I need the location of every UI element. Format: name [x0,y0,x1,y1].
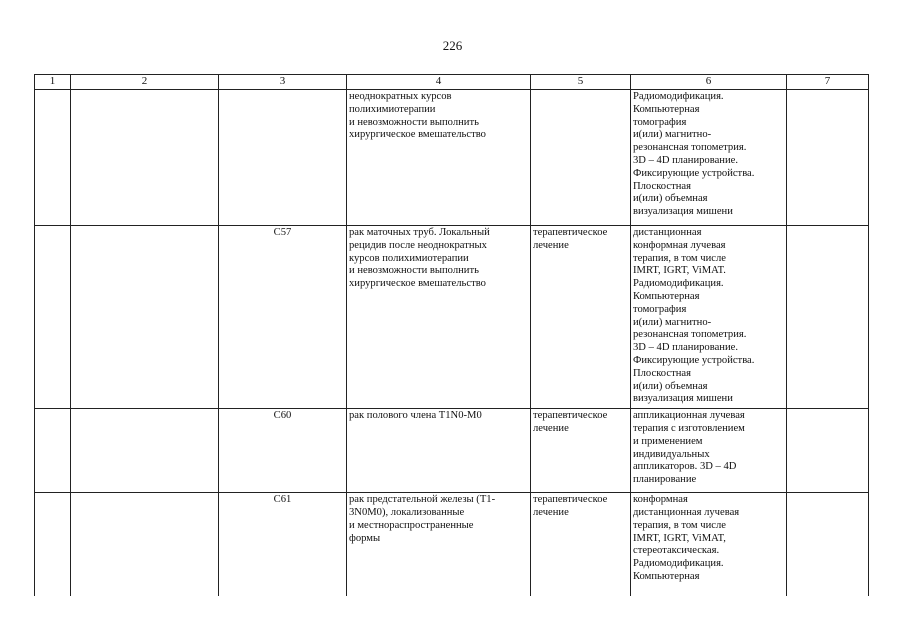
cell-text-line: Радиомодификация. [633,278,724,290]
cell-text-line: и невозможности выполнить [349,265,479,277]
cell-text-line: конформная [633,494,688,506]
treatment-type-cell [531,90,631,226]
cell-text-line: стереотаксическая. [633,545,720,557]
cell-text-line: терапевтическое [533,494,608,506]
cell-text-line: лечение [533,422,569,434]
cell-text-line: Фиксирующие устройства. [633,354,755,366]
icd-code-cell [219,90,347,226]
cell-text-line: хирургическое вмешательство [349,129,486,141]
table-row [35,226,869,409]
column-header: 1 [35,75,71,90]
column-header: 6 [631,75,787,90]
cost-cell [787,493,869,597]
method-cell [631,226,787,409]
treatment-type-cell [531,409,631,493]
cell-text-line: 3D – 4D планирование. [633,154,738,166]
disease-cell [347,90,531,226]
cell-text-line: и местнораспространенные [349,519,474,531]
icd-code-cell: C61 [219,493,347,597]
cell-text-line: и(или) объемная [633,380,708,392]
cell-text-line: IMRT, IGRT, ViMAT. [633,265,726,277]
cell-text-line: курсов полихимиотерапии [349,252,469,264]
treatment-type-cell [531,493,631,597]
cost-cell [787,409,869,493]
cell-text-line: терапевтическое [533,227,608,238]
disease-cell [347,409,531,493]
cell-text-line: терапия, в том числе [633,252,726,264]
cell-text-line: 3D – 4D планирование. [633,342,738,354]
cell-text-line: дистанционная лучевая [633,506,740,518]
cell-text-line: терапия с изготовлением [633,422,745,434]
cell-text-line: и невозможности выполнить [349,116,479,128]
column-header: 5 [531,75,631,90]
cell-text-line: IMRT, IGRT, ViMAT, [633,532,726,544]
cell-text-line: Плоскостная [633,367,691,379]
cell-text-line: хирургическое вмешательство [349,278,486,290]
profile-cell [71,493,219,597]
cell-text-line: томография [633,116,687,128]
table-row [35,90,869,226]
cell-text-line: резонансная топометрия. [633,142,747,154]
table-row [35,493,869,597]
cell-text-line: и(или) магнитно- [633,316,712,328]
cell-text-line: рак маточных труб. Локальный [349,227,490,238]
cell-text-line: визуализация мишени [633,393,733,405]
row-number-cell [35,493,71,597]
cell-text-line: неоднократных курсов [349,91,452,102]
cell-text-line: визуализация мишени [633,206,733,218]
cell-text-line: Компьютерная [633,570,700,582]
cell-text-line: 3N0M0), локализованные [349,506,465,518]
column-header: 2 [71,75,219,90]
method-cell [631,409,787,493]
cell-text-line: резонансная топометрия. [633,329,747,341]
row-number-cell [35,226,71,409]
icd-code-cell: C57 [219,226,347,409]
cell-text-line: и(или) объемная [633,193,708,205]
icd-code-cell: C60 [219,409,347,493]
cell-text-line: томография [633,303,687,315]
cell-text-line: индивидуальных [633,448,710,460]
row-number-cell [35,90,71,226]
cell-text-line: и применением [633,435,703,447]
cell-text-line: Плоскостная [633,180,691,192]
cell-text-line: рак полового члена T1N0-M0 [349,410,482,422]
cell-text-line: аппликаторов. 3D – 4D [633,461,737,473]
profile-cell [71,409,219,493]
treatment-type-cell [531,226,631,409]
cell-text-line: полихимиотерапии [349,103,436,115]
cell-text-line: Фиксирующие устройства. [633,167,755,179]
table-header-row [35,75,869,90]
cell-text-line: Радиомодификация. [633,558,724,570]
column-header: 3 [219,75,347,90]
method-cell [631,90,787,226]
cell-text-line: формы [349,532,381,544]
cell-text-line: лечение [533,239,569,251]
profile-cell [71,226,219,409]
cell-text-line: терапия, в том числе [633,519,726,531]
cost-cell [787,226,869,409]
cell-text-line: планирование [633,474,697,486]
disease-cell [347,493,531,597]
table-row [35,409,869,493]
cell-text-line: терапевтическое [533,410,608,422]
cell-text-line: лечение [533,506,569,518]
cell-text-line: и(или) магнитно- [633,129,712,141]
cell-text-line: Радиомодификация. [633,91,724,102]
cell-text-line: Компьютерная [633,103,700,115]
cell-text-line: рецидив после неоднократных [349,239,487,251]
column-header: 7 [787,75,869,90]
profile-cell [71,90,219,226]
cell-text-line: аппликационная лучевая [633,410,745,422]
cell-text-line: конформная лучевая [633,239,726,251]
medical-procedures-table [34,74,869,596]
method-cell [631,493,787,597]
cell-text-line: Компьютерная [633,290,700,302]
cell-text-line: рак предстательной железы (T1- [349,494,496,506]
row-number-cell [35,409,71,493]
column-header: 4 [347,75,531,90]
disease-cell [347,226,531,409]
cost-cell [787,90,869,226]
cell-text-line: дистанционная [633,227,702,238]
page-number: 226 [442,38,463,53]
